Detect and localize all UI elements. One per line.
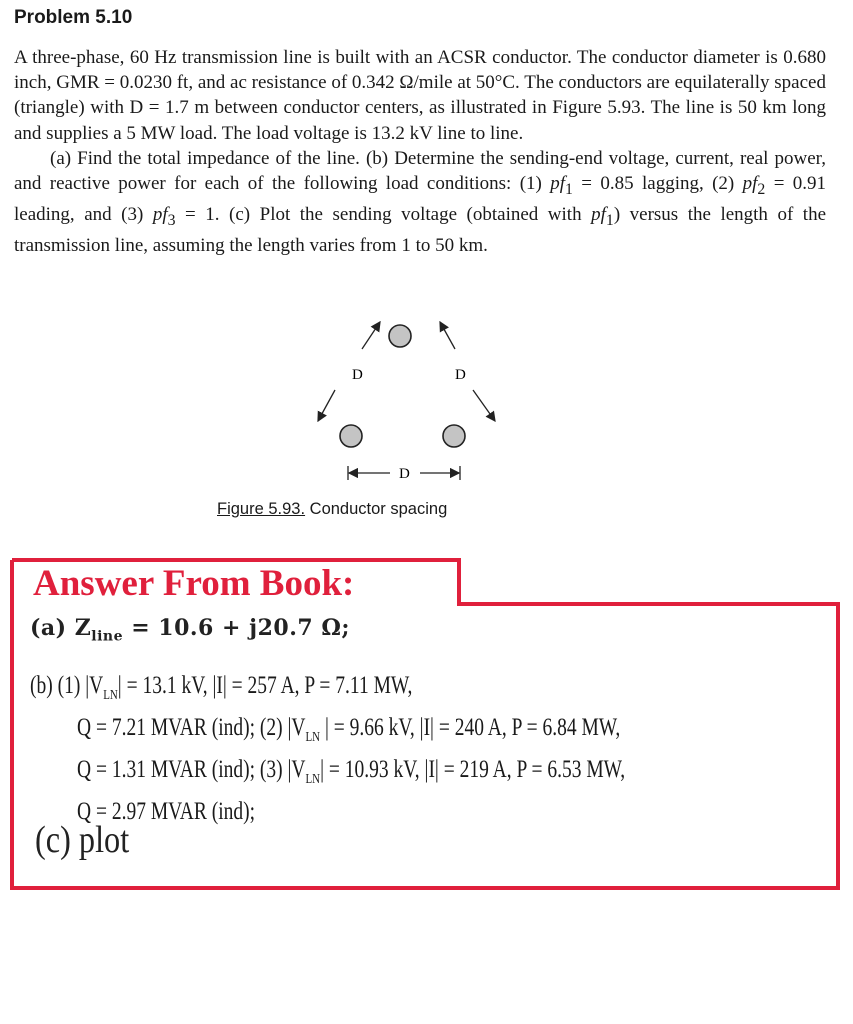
problem-paragraph-2: (a) Find the total impedance of the line. (b) Determine the sending-end voltage, current, real power, and reactive power for each of the following load conditions: (1) $pf_1 = 0.85$ lagging, (2) $pf_2 = 0.91$ leading, and (3) $pf_3 = 1$. (c) Plot the sending voltage (obtained with $pf_1$) versus the length of the transmission line, assuming the length varies from 1 to 50 km. <box>14 147 827 257</box>
answer-b-line-2: Q = 7.21 MVAR (ind); (2) $|V_{LN}$ | = 9.66 kV, |I| = 240 A, P = 6.84 MW, <box>77 714 621 745</box>
figure-caption-text: Conductor spacing <box>309 500 448 518</box>
label-d-bottom: D <box>399 466 410 482</box>
problem-title: Problem 5.10 <box>14 7 133 28</box>
answer-b-line-1: (b) (1) $|V_{LN}| = 13.1$ kV, |I| = 257 A, P = 7.11 MW, <box>30 672 413 703</box>
answer-part-b <box>30 670 810 828</box>
problem-paragraph-1: A three-phase, 60 Hz transmission line is built with an ACSR conductor. The conductor diameter is 0.680 inch, GMR = 0.0230 ft, and ac resistance of 0.342 Ω/mile at 50°C. The conductors are equilaterally spaced (triangle) with D = 1.7 m between conductor centers, as illustrated in Figure 5.93. The line is 50 km long and supplies a 5 MW load. The load voltage is 13.2 kV line to line. <box>14 47 826 144</box>
arrow-top-left <box>362 322 380 349</box>
arrow-bottom-left <box>318 390 335 421</box>
answer-b-line-3: Q = 1.31 MVAR (ind); (3) $|V_{LN}| = 10.93$ kV, |I| = 219 A, P = 6.53 MW, <box>77 756 626 787</box>
conductor-right <box>443 425 465 447</box>
label-d-left: D <box>352 367 363 383</box>
answer-part-c: (c) plot <box>35 819 130 861</box>
figure-number: Figure 5.93. <box>217 500 306 518</box>
arrow-bottom-right <box>473 390 495 421</box>
figure-caption <box>217 500 447 519</box>
arrow-top-right <box>440 322 455 349</box>
problem-statement <box>14 45 826 258</box>
answer-heading: Answer From Book: <box>33 563 355 604</box>
answer-b-line-4: Q = 2.97 MVAR (ind); <box>77 798 256 825</box>
conductor-left <box>340 425 362 447</box>
conductor-top <box>389 325 411 347</box>
label-d-right: D <box>455 367 466 383</box>
conductor-spacing-figure <box>290 315 520 495</box>
answer-part-a: (a) $Z_{line} = 10.6 + j20.7$ Ω; <box>30 615 351 645</box>
